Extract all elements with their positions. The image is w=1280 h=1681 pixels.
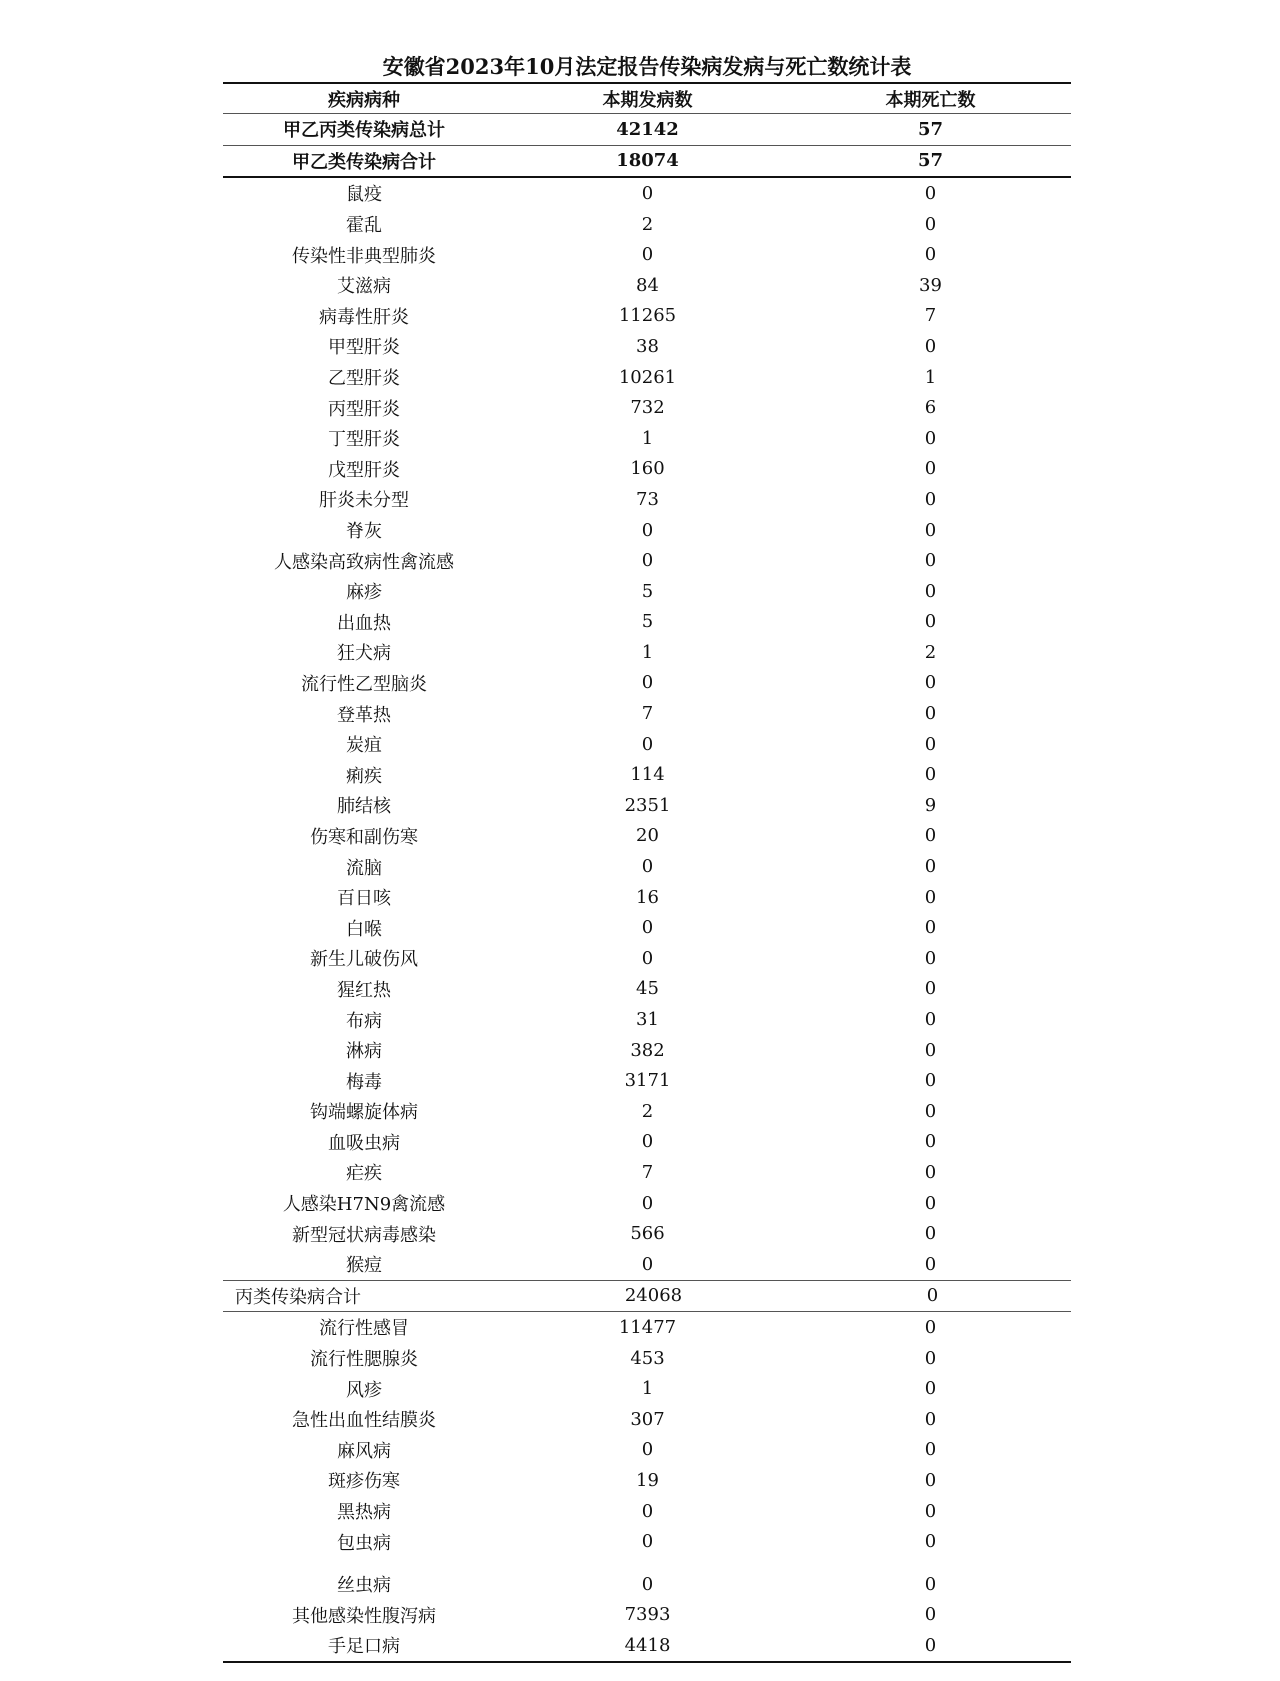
- page-title: 安徽省2023年10月法定报告传染病发病与死亡数统计表: [223, 52, 1071, 84]
- table-row: [223, 1496, 1071, 1527]
- row-cases: 382: [630, 1039, 665, 1061]
- row-cases: 307: [630, 1408, 665, 1430]
- column-header-cases: 本期发病数: [602, 89, 693, 111]
- row-cases: 0: [641, 1500, 654, 1522]
- row-deaths: 0: [924, 978, 937, 1000]
- row-cases: 84: [636, 274, 659, 296]
- row-deaths: 0: [924, 427, 937, 449]
- row-cases: 0: [641, 856, 654, 878]
- table-row: [223, 239, 1071, 270]
- row-deaths: 0: [924, 580, 937, 602]
- row-deaths: 2: [924, 641, 937, 663]
- table-row: [223, 515, 1071, 546]
- row-disease: 出血热: [337, 612, 391, 634]
- row-deaths: 0: [924, 213, 937, 235]
- row-cases: 0: [641, 733, 654, 755]
- row-disease: 狂犬病: [337, 643, 391, 665]
- table-row: [223, 637, 1071, 668]
- row-cases: 11265: [618, 305, 677, 327]
- row-disease: 其他感染性腹泻病: [292, 1605, 436, 1627]
- table-row: [223, 1435, 1071, 1466]
- row-disease: 黑热病: [337, 1502, 391, 1524]
- ab-class-rows: [223, 178, 1071, 1279]
- row-disease: 包虫病: [337, 1532, 391, 1554]
- row-cases: 0: [641, 244, 654, 266]
- row-disease: 布病: [346, 1010, 382, 1032]
- row-deaths: 0: [924, 1469, 937, 1491]
- row-cases: 7: [641, 1161, 654, 1183]
- row-deaths: 0: [924, 1009, 937, 1031]
- row-disease: 肺结核: [337, 796, 391, 818]
- table-row: [223, 209, 1071, 240]
- table-row: [223, 178, 1071, 209]
- table-row: [223, 1157, 1071, 1188]
- row-disease: 传染性非典型肺炎: [292, 245, 436, 267]
- row-cases: 73: [636, 488, 659, 510]
- row-disease: 登革热: [337, 704, 391, 726]
- row-disease: 丝虫病: [337, 1575, 391, 1597]
- row-deaths: 0: [924, 703, 937, 725]
- table-row: [223, 576, 1071, 607]
- row-disease: 伤寒和副伤寒: [310, 826, 418, 848]
- row-cases: 7: [641, 703, 654, 725]
- table-row: [223, 1630, 1071, 1663]
- row-deaths: 0: [924, 764, 937, 786]
- table-row: [223, 1600, 1071, 1631]
- table-row: [223, 1035, 1071, 1066]
- table-row: [223, 729, 1071, 760]
- row-deaths: 0: [924, 1316, 937, 1338]
- row-disease: 白喉: [346, 918, 382, 940]
- table-row: [223, 912, 1071, 943]
- row-disease: 麻风病: [337, 1440, 391, 1462]
- table-row: [223, 943, 1071, 974]
- row-cases: 31: [636, 1009, 659, 1031]
- row-deaths: 0: [924, 1192, 937, 1214]
- row-cases: 20: [636, 825, 659, 847]
- row-disease: 病毒性肝炎: [319, 306, 409, 328]
- row-disease: 新生儿破伤风: [310, 949, 418, 971]
- table-row: [223, 392, 1071, 423]
- row-cases: 16: [636, 886, 659, 908]
- row-cases: 11477: [618, 1316, 677, 1338]
- row-deaths: 0: [924, 1039, 937, 1061]
- table-row: [223, 270, 1071, 301]
- row-cases: 1: [641, 1378, 654, 1400]
- row-disease: 斑疹伤寒: [328, 1471, 400, 1493]
- column-header-deaths: 本期死亡数: [885, 89, 976, 111]
- table-row: [223, 790, 1071, 821]
- table-row: [223, 1004, 1071, 1035]
- row-disease: 痢疾: [346, 765, 382, 787]
- row-deaths: 39: [919, 274, 942, 296]
- table-row: [223, 1569, 1071, 1600]
- table-row: [223, 974, 1071, 1005]
- row-deaths: 0: [924, 458, 937, 480]
- row-disease: 艾滋病: [337, 276, 391, 298]
- row-cases: 4418: [624, 1634, 671, 1656]
- row-cases: 0: [641, 1253, 654, 1275]
- table-row: [223, 882, 1071, 913]
- table-row: [223, 1218, 1071, 1249]
- column-header-disease: 疾病病种: [328, 89, 400, 111]
- row-disease: 手足口病: [328, 1636, 400, 1658]
- row-disease: 甲型肝炎: [328, 337, 400, 359]
- row-cases: 2: [641, 213, 654, 235]
- row-deaths: 9: [924, 794, 937, 816]
- row-disease: 戊型肝炎: [328, 459, 400, 481]
- table-row: [223, 545, 1071, 576]
- total-all-row: [223, 114, 1071, 146]
- row-deaths: 0: [924, 182, 937, 204]
- row-deaths: 0: [924, 1131, 937, 1153]
- table-row: [223, 1312, 1071, 1343]
- row-cases: 5: [641, 611, 654, 633]
- row-disease: 流脑: [346, 857, 382, 879]
- row-disease: 鼠疫: [346, 184, 382, 206]
- row-cases: 38: [636, 335, 659, 357]
- table-row: [223, 301, 1071, 332]
- row-deaths: 0: [924, 1070, 937, 1092]
- row-deaths: 0: [924, 1531, 937, 1553]
- table-row: [223, 1465, 1071, 1496]
- table-header: [223, 84, 1071, 114]
- row-deaths: 0: [924, 244, 937, 266]
- table-row: [223, 759, 1071, 790]
- row-cases: 18074: [616, 150, 679, 172]
- row-disease: 血吸虫病: [328, 1132, 400, 1154]
- row-disease: 钩端螺旋体病: [310, 1102, 418, 1124]
- row-disease: 猴痘: [346, 1255, 382, 1277]
- row-disease: 丙型肝炎: [328, 398, 400, 420]
- table-row: [223, 1188, 1071, 1219]
- row-deaths: 0: [924, 672, 937, 694]
- row-deaths: 0: [924, 856, 937, 878]
- row-deaths: 0: [924, 1634, 937, 1656]
- table-row: [223, 1065, 1071, 1096]
- row-disease: 乙型肝炎: [328, 368, 400, 390]
- row-deaths: 0: [924, 1347, 937, 1369]
- row-disease: 猩红热: [337, 979, 391, 1001]
- row-cases: 0: [641, 947, 654, 969]
- row-disease: 甲乙类传染病合计: [292, 151, 436, 173]
- row-cases: 0: [641, 1192, 654, 1214]
- row-cases: 7393: [624, 1604, 671, 1626]
- row-cases: 0: [641, 1531, 654, 1553]
- row-cases: 1: [641, 641, 654, 663]
- table-row: [223, 1526, 1071, 1557]
- table-row: [223, 454, 1071, 485]
- row-cases: 1: [641, 427, 654, 449]
- row-disease: 麻疹: [346, 582, 382, 604]
- row-deaths: 0: [924, 1408, 937, 1430]
- total-ab-row: [223, 146, 1071, 179]
- row-disease: 脊灰: [346, 521, 382, 543]
- table-row: [223, 668, 1071, 699]
- row-disease: 流行性感冒: [319, 1318, 409, 1340]
- row-disease: 淋病: [346, 1041, 382, 1063]
- row-cases: 566: [630, 1223, 665, 1245]
- total-c-row: [223, 1280, 1071, 1313]
- row-deaths: 0: [924, 1604, 937, 1626]
- row-cases: 19: [636, 1469, 659, 1491]
- row-deaths: 0: [924, 335, 937, 357]
- row-disease: 新型冠状病毒感染: [292, 1224, 436, 1246]
- table-row: [223, 331, 1071, 362]
- row-deaths: 57: [917, 150, 944, 172]
- row-deaths: 0: [924, 1223, 937, 1245]
- row-cases: 160: [630, 458, 665, 480]
- table-row: [223, 362, 1071, 393]
- table-row: [223, 607, 1071, 638]
- row-cases: 453: [630, 1347, 665, 1369]
- row-disease: 人感染H7N9禽流感: [282, 1194, 446, 1216]
- row-cases: 0: [641, 1573, 654, 1595]
- row-deaths: 0: [924, 1439, 937, 1461]
- row-deaths: 0: [924, 825, 937, 847]
- row-deaths: 0: [924, 1573, 937, 1595]
- row-disease: 疟疾: [346, 1163, 382, 1185]
- row-cases: 10261: [618, 366, 677, 388]
- table-row: [223, 484, 1071, 515]
- row-deaths: 0: [926, 1285, 939, 1307]
- row-cases: 0: [641, 182, 654, 204]
- row-deaths: 0: [924, 917, 937, 939]
- row-deaths: 0: [924, 1161, 937, 1183]
- row-cases: 24068: [624, 1285, 683, 1307]
- row-cases: 45: [636, 978, 659, 1000]
- row-cases: 3171: [624, 1070, 671, 1092]
- row-deaths: 0: [924, 1378, 937, 1400]
- row-cases: 0: [641, 519, 654, 541]
- table-row: [223, 1404, 1071, 1435]
- row-cases: 42142: [616, 118, 679, 140]
- row-disease: 丁型肝炎: [328, 429, 400, 451]
- table-row: [223, 423, 1071, 454]
- row-cases: 0: [641, 672, 654, 694]
- row-cases: 0: [641, 550, 654, 572]
- row-disease: 流行性乙型脑炎: [301, 673, 427, 695]
- row-disease: 人感染高致病性禽流感: [274, 551, 454, 573]
- row-cases: 0: [641, 1131, 654, 1153]
- row-deaths: 0: [924, 1253, 937, 1275]
- row-disease: 肝炎未分型: [319, 490, 409, 512]
- row-deaths: 0: [924, 733, 937, 755]
- row-disease: 风疹: [346, 1379, 382, 1401]
- table-row: [223, 1096, 1071, 1127]
- row-deaths: 0: [924, 947, 937, 969]
- row-disease: 百日咳: [337, 888, 391, 910]
- table-row: [223, 1373, 1071, 1404]
- c-class-rows: [223, 1312, 1071, 1663]
- row-cases: 2: [641, 1100, 654, 1122]
- table-row: [223, 1343, 1071, 1374]
- table-row: [223, 698, 1071, 729]
- table-row: [223, 851, 1071, 882]
- stats-document: [223, 52, 1071, 1663]
- row-deaths: 0: [924, 519, 937, 541]
- row-deaths: 0: [924, 611, 937, 633]
- row-deaths: 0: [924, 488, 937, 510]
- row-deaths: 0: [924, 550, 937, 572]
- row-cases: 0: [641, 917, 654, 939]
- row-deaths: 0: [924, 886, 937, 908]
- row-deaths: 6: [924, 397, 937, 419]
- row-disease: 急性出血性结膜炎: [292, 1410, 436, 1432]
- row-deaths: 0: [924, 1500, 937, 1522]
- row-disease: 梅毒: [346, 1071, 382, 1093]
- table-row: [223, 1127, 1071, 1158]
- row-cases: 114: [630, 764, 665, 786]
- row-disease: 炭疽: [346, 735, 382, 757]
- row-disease: 丙类传染病合计: [235, 1286, 361, 1308]
- row-cases: 5: [641, 580, 654, 602]
- row-disease: 霍乱: [346, 215, 382, 237]
- table-row: [223, 1249, 1071, 1280]
- table-row: [223, 821, 1071, 852]
- row-disease: 甲乙丙类传染病总计: [283, 120, 445, 142]
- row-deaths: 57: [917, 118, 944, 140]
- row-cases: 732: [630, 397, 665, 419]
- row-cases: 0: [641, 1439, 654, 1461]
- row-deaths: 7: [924, 305, 937, 327]
- row-deaths: 1: [924, 366, 937, 388]
- row-disease: 流行性腮腺炎: [310, 1349, 418, 1371]
- row-cases: 2351: [624, 794, 671, 816]
- row-deaths: 0: [924, 1100, 937, 1122]
